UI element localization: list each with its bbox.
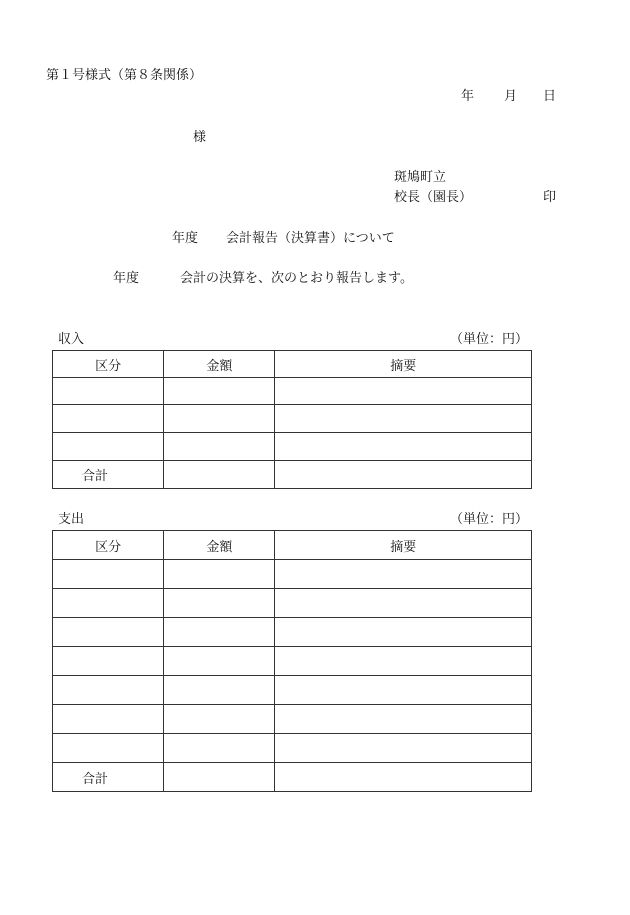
- seal-mark: 印: [543, 190, 557, 205]
- expense-cell-category[interactable]: [53, 734, 164, 763]
- expense-header-category: 区分: [53, 531, 164, 560]
- expense-cell-category[interactable]: [53, 676, 164, 705]
- income-cell-category[interactable]: [53, 433, 164, 461]
- income-cell-category[interactable]: [53, 378, 164, 405]
- table-row: [53, 705, 532, 734]
- expense-cell-category[interactable]: [53, 560, 164, 589]
- expense-title: 支出: [58, 512, 85, 527]
- income-header-amount: 金額: [164, 351, 275, 378]
- expense-cell-remarks[interactable]: [275, 560, 532, 589]
- table-row: [53, 433, 532, 461]
- expense-total-amount[interactable]: [164, 763, 275, 792]
- table-row: [53, 378, 532, 405]
- expense-total-remarks[interactable]: [275, 763, 532, 792]
- expense-header-remarks: 摘要: [275, 531, 532, 560]
- income-cell-amount[interactable]: [164, 433, 275, 461]
- expense-table: [52, 530, 532, 792]
- expense-cell-amount[interactable]: [164, 560, 275, 589]
- expense-cell-remarks[interactable]: [275, 589, 532, 618]
- date-month-label: 月: [504, 89, 518, 104]
- expense-cell-remarks[interactable]: [275, 734, 532, 763]
- income-cell-remarks[interactable]: [275, 433, 532, 461]
- expense-cell-remarks[interactable]: [275, 647, 532, 676]
- expense-cell-remarks[interactable]: [275, 618, 532, 647]
- expense-cell-amount[interactable]: [164, 647, 275, 676]
- date-year-label: 年: [461, 89, 475, 104]
- body-year-label: 年度: [113, 271, 140, 286]
- income-header-remarks: 摘要: [275, 351, 532, 378]
- income-total-label: 合計: [53, 461, 164, 489]
- income-cell-remarks[interactable]: [275, 378, 532, 405]
- expense-cell-category[interactable]: [53, 589, 164, 618]
- income-total-remarks[interactable]: [275, 461, 532, 489]
- table-row: [53, 560, 532, 589]
- expense-unit: （単位：円）: [450, 512, 529, 527]
- expense-cell-amount[interactable]: [164, 676, 275, 705]
- expense-cell-category[interactable]: [53, 705, 164, 734]
- table-row: [53, 618, 532, 647]
- expense-cell-remarks[interactable]: [275, 705, 532, 734]
- issuer-org: 斑鳩町立: [394, 170, 447, 185]
- table-row: [53, 647, 532, 676]
- income-header-category: 区分: [53, 351, 164, 378]
- income-table: [52, 350, 532, 489]
- income-header-row: [53, 351, 532, 378]
- expense-total-row: [53, 763, 532, 792]
- income-total-amount[interactable]: [164, 461, 275, 489]
- income-total-row: [53, 461, 532, 489]
- expense-header-row: [53, 531, 532, 560]
- table-row: [53, 405, 532, 433]
- expense-cell-category[interactable]: [53, 647, 164, 676]
- date-day-label: 日: [543, 89, 557, 104]
- expense-cell-amount[interactable]: [164, 705, 275, 734]
- subject-title: 会計報告（決算書）について: [226, 231, 395, 246]
- income-cell-amount[interactable]: [164, 378, 275, 405]
- expense-cell-remarks[interactable]: [275, 676, 532, 705]
- income-unit: （単位：円）: [450, 332, 529, 347]
- income-cell-amount[interactable]: [164, 405, 275, 433]
- expense-total-label: 合計: [53, 763, 164, 792]
- table-row: [53, 734, 532, 763]
- table-row: [53, 589, 532, 618]
- body-text: 会計の決算を、次のとおり報告します。: [180, 271, 413, 286]
- expense-cell-amount[interactable]: [164, 618, 275, 647]
- income-cell-remarks[interactable]: [275, 405, 532, 433]
- income-cell-category[interactable]: [53, 405, 164, 433]
- expense-cell-category[interactable]: [53, 618, 164, 647]
- subject-year-label: 年度: [172, 231, 199, 246]
- income-title: 収入: [58, 332, 85, 347]
- form-number: 第１号様式（第８条関係）: [46, 68, 203, 83]
- table-row: [53, 676, 532, 705]
- issuer-title: 校長（園長）: [394, 190, 473, 205]
- expense-cell-amount[interactable]: [164, 734, 275, 763]
- expense-header-amount: 金額: [164, 531, 275, 560]
- expense-cell-amount[interactable]: [164, 589, 275, 618]
- addressee-suffix: 様: [193, 130, 207, 145]
